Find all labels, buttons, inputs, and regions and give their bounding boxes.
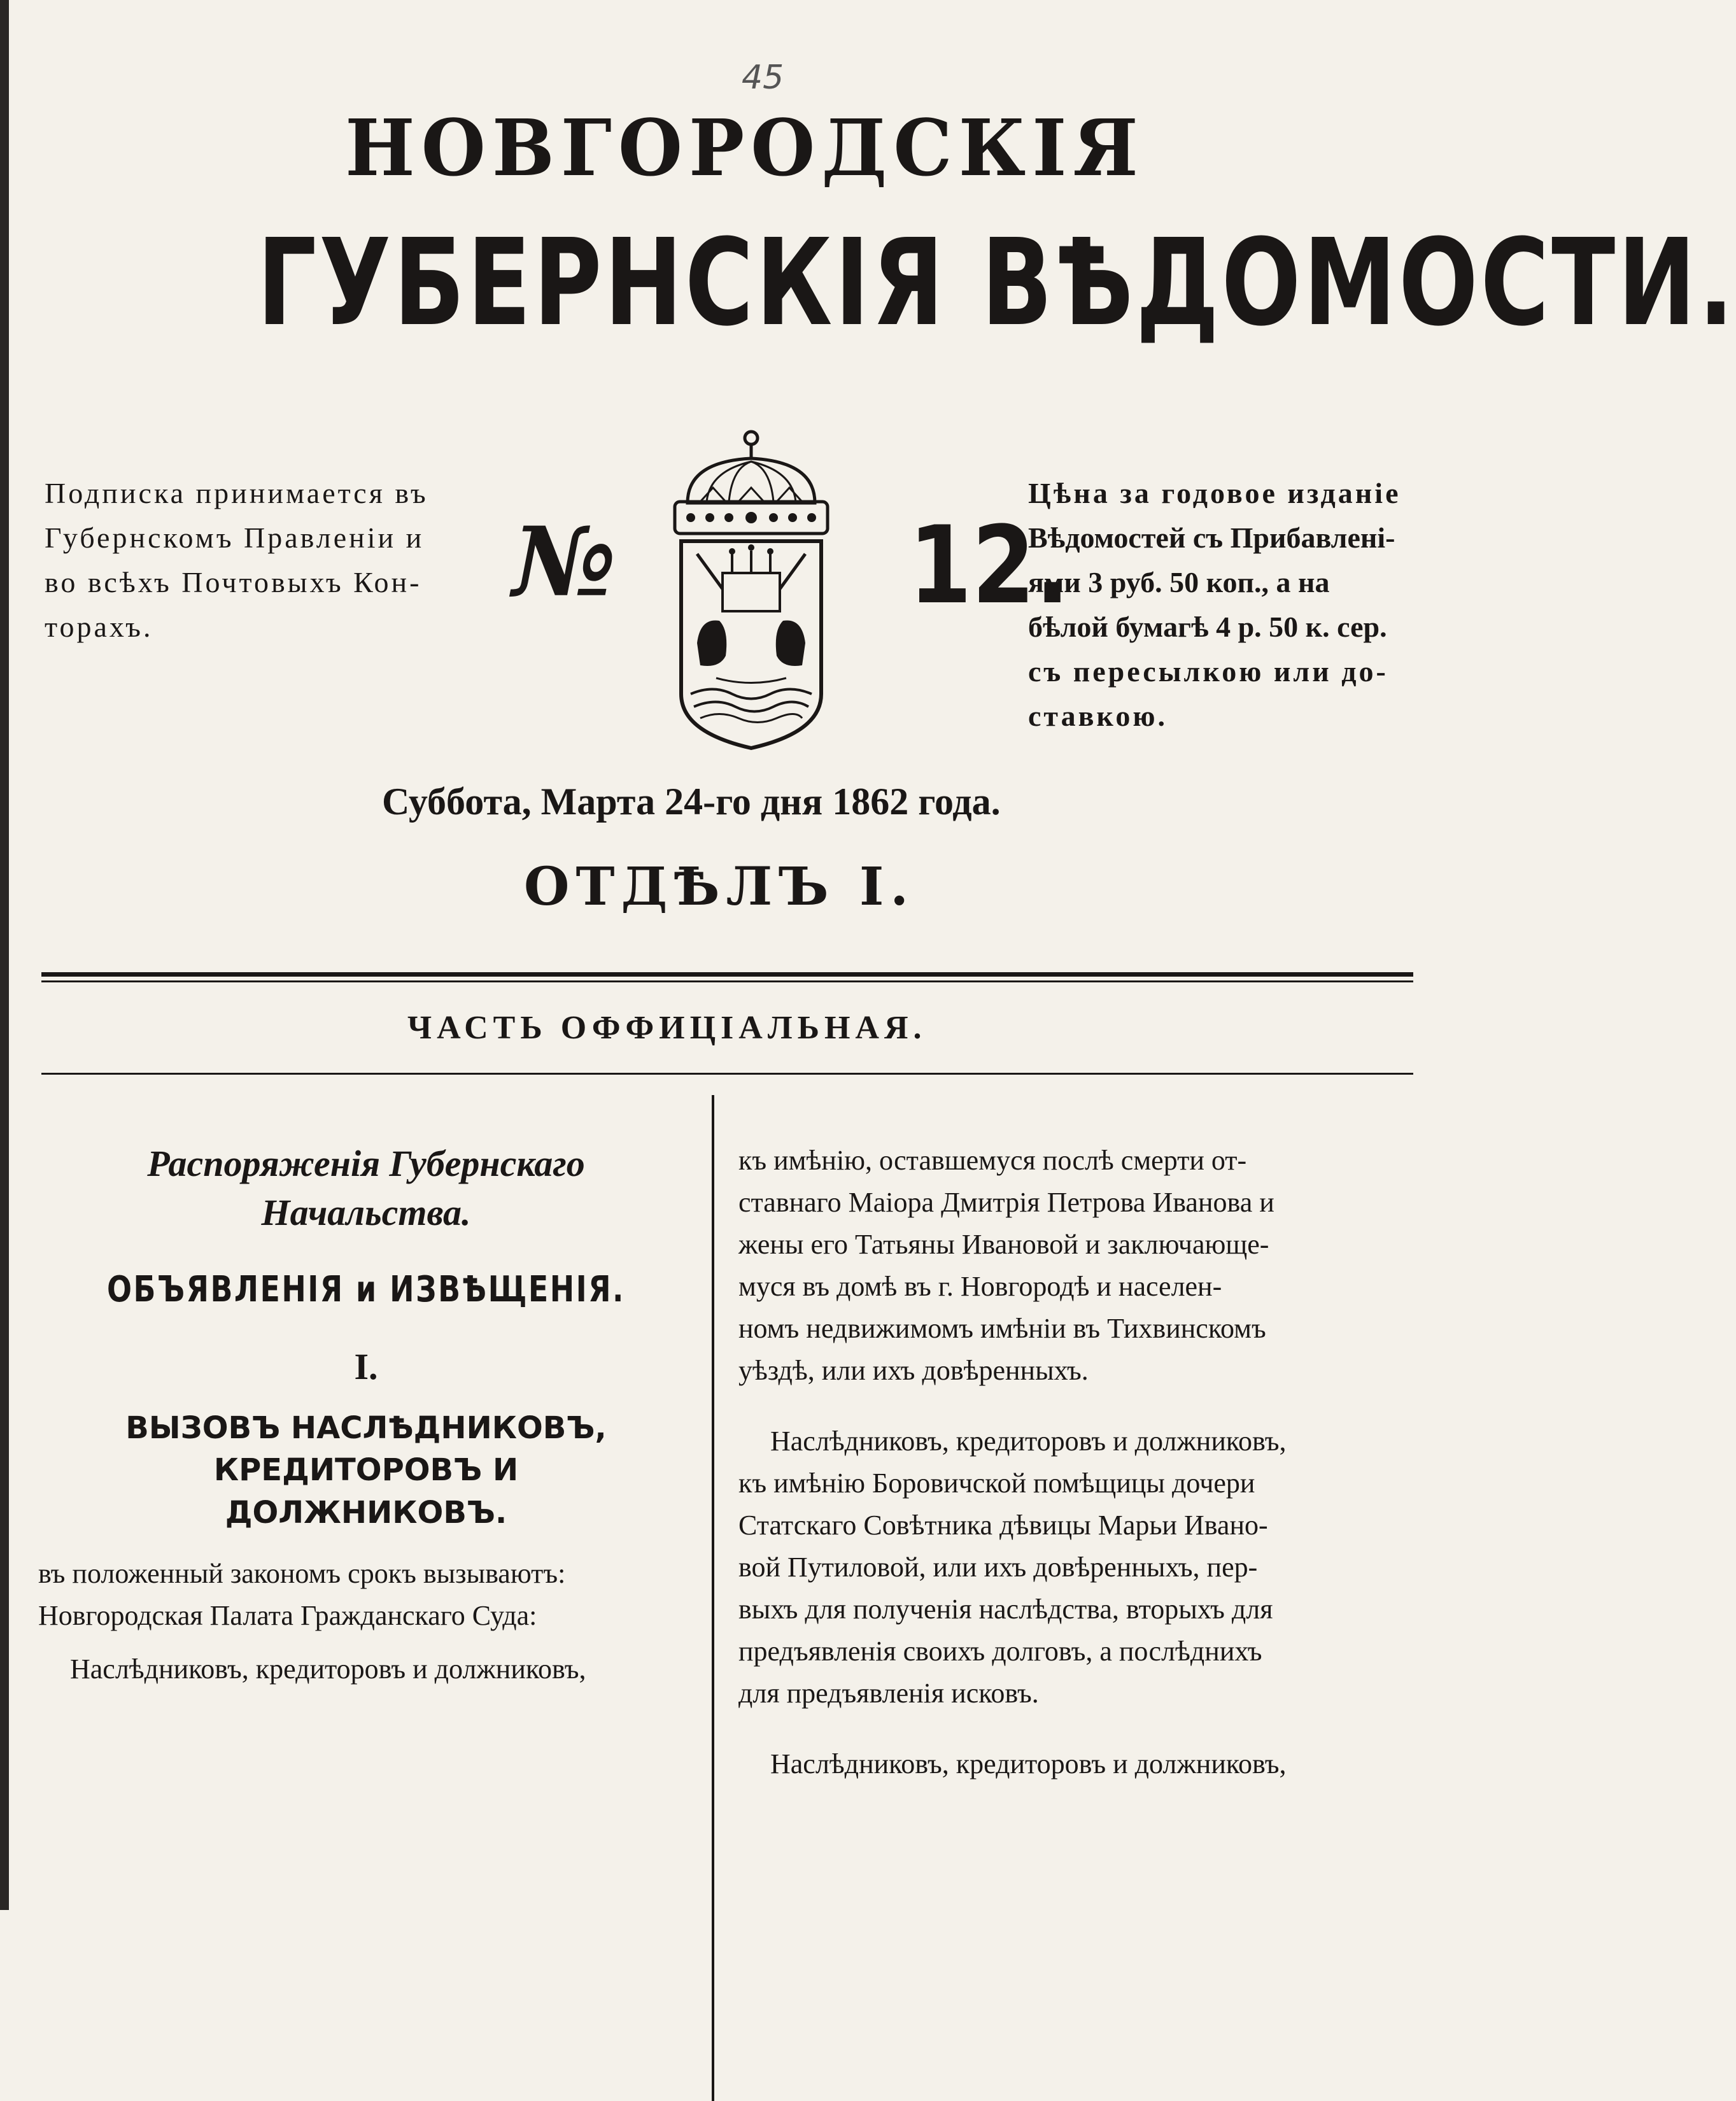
subscription-line: во всѣхъ Почтовыхъ Кон- xyxy=(45,565,422,598)
subscription-line: Губернскомъ Правленіи и xyxy=(45,521,425,554)
novgorod-coat-of-arms-icon xyxy=(662,427,840,751)
text-line: для предъявленія исковъ. xyxy=(738,1678,1039,1709)
text-line: муся въ домѣ въ г. Новгородѣ и населен- xyxy=(738,1271,1222,1302)
masthead-title-main: ГУБЕРНСКІЯ ВѢДОМОСТИ. xyxy=(257,213,1736,353)
subscription-line: торахъ. xyxy=(45,610,153,643)
text-line: ставнаго Маіора Дмитрія Петрова Иванова и xyxy=(738,1187,1274,1218)
text-line: Новгородская Палата Гражданскаго Суда: xyxy=(38,1599,537,1631)
left-column xyxy=(38,1140,694,1690)
subsection-number: I. xyxy=(354,1346,378,1388)
price-line: Цѣна за годовое изданіе xyxy=(1028,477,1401,509)
paragraph xyxy=(738,1420,1420,1715)
announcements-heading: ОБЪЯВЛЕНІЯ и ИЗВѢЩЕНІЯ. xyxy=(107,1269,625,1311)
heading-line: ВЫЗОВЪ НАСЛѢДНИКОВЪ, КРЕДИТОРОВЪ И xyxy=(125,1410,607,1489)
text-line: номъ недвижимомъ имѣніи въ Тихвинскомъ xyxy=(738,1313,1266,1344)
text-line: къ имѣнію, оставшемуся послѣ смерти от- xyxy=(738,1145,1247,1176)
text-line: предъявленія своихъ долговъ, а послѣднихъ xyxy=(738,1636,1262,1667)
text-line: Наслѣдниковъ, кредиторовъ и должниковъ, xyxy=(770,1425,1287,1457)
subscription-line: Подписка принимается въ xyxy=(45,477,428,509)
summons-heading xyxy=(38,1407,694,1534)
text-line: уѣздѣ, или ихъ довѣренныхъ. xyxy=(738,1355,1089,1386)
text-line: жены его Татьяны Ивановой и заключающе- xyxy=(738,1229,1269,1260)
price-line: ями 3 руб. 50 коп., а на xyxy=(1028,565,1330,598)
price-line: ставкою. xyxy=(1028,699,1168,732)
text-line: Статскаго Совѣтника дѣвицы Марьи Ивано- xyxy=(738,1510,1268,1541)
heavy-divider-inner xyxy=(41,980,1413,982)
heading-line: Распоряженія Губернскаго xyxy=(147,1143,585,1184)
subscription-notice xyxy=(45,471,484,649)
text-line: Наслѣдниковъ, кредиторовъ и должниковъ, xyxy=(770,1748,1287,1779)
price-line: съ пересылкою или до- xyxy=(1028,654,1388,688)
heavy-divider xyxy=(41,972,1413,977)
masthead-title-top: НОВГОРОДСКІЯ xyxy=(345,103,1145,194)
governor-orders-heading xyxy=(38,1140,694,1237)
department-heading: ОТДѢЛЪ I. xyxy=(524,856,915,917)
paragraph xyxy=(738,1743,1420,1785)
text-line: выхъ для полученія наслѣдства, вторыхъ для xyxy=(738,1594,1273,1625)
right-column xyxy=(738,1140,1420,1785)
text-line: къ имѣнію Боровичской помѣщицы дочери xyxy=(738,1468,1255,1499)
price-notice xyxy=(1028,471,1467,738)
section-divider xyxy=(41,1073,1413,1075)
issue-number: 12. xyxy=(908,503,1070,628)
section-heading: ЧАСТЬ ОФФИЦІАЛЬНАЯ. xyxy=(407,1010,927,1046)
text-line: Наслѣдниковъ, кредиторовъ и должниковъ, xyxy=(70,1653,586,1685)
column-divider xyxy=(712,1095,714,2101)
heading-line: Начальства. xyxy=(261,1191,471,1233)
archive-page-number: 45 xyxy=(742,59,784,97)
heading-line: ДОЛЖНИКОВЪ. xyxy=(225,1494,507,1531)
page-edge xyxy=(0,0,9,1910)
text-line: вой Путиловой, или ихъ довѣренныхъ, пер- xyxy=(738,1552,1258,1583)
issue-date: Суббота, Марта 24-го дня 1862 года. xyxy=(382,781,1001,823)
issue-number-sign: № xyxy=(512,506,617,618)
price-line: бѣлой бумагѣ 4 р. 50 к. сер. xyxy=(1028,610,1387,643)
body-text xyxy=(38,1553,694,1690)
text-line: въ положенный закономъ срокъ вызываютъ: xyxy=(38,1557,566,1589)
paragraph xyxy=(738,1140,1420,1392)
price-line: Вѣдомостей съ Прибавлені- xyxy=(1028,521,1395,554)
